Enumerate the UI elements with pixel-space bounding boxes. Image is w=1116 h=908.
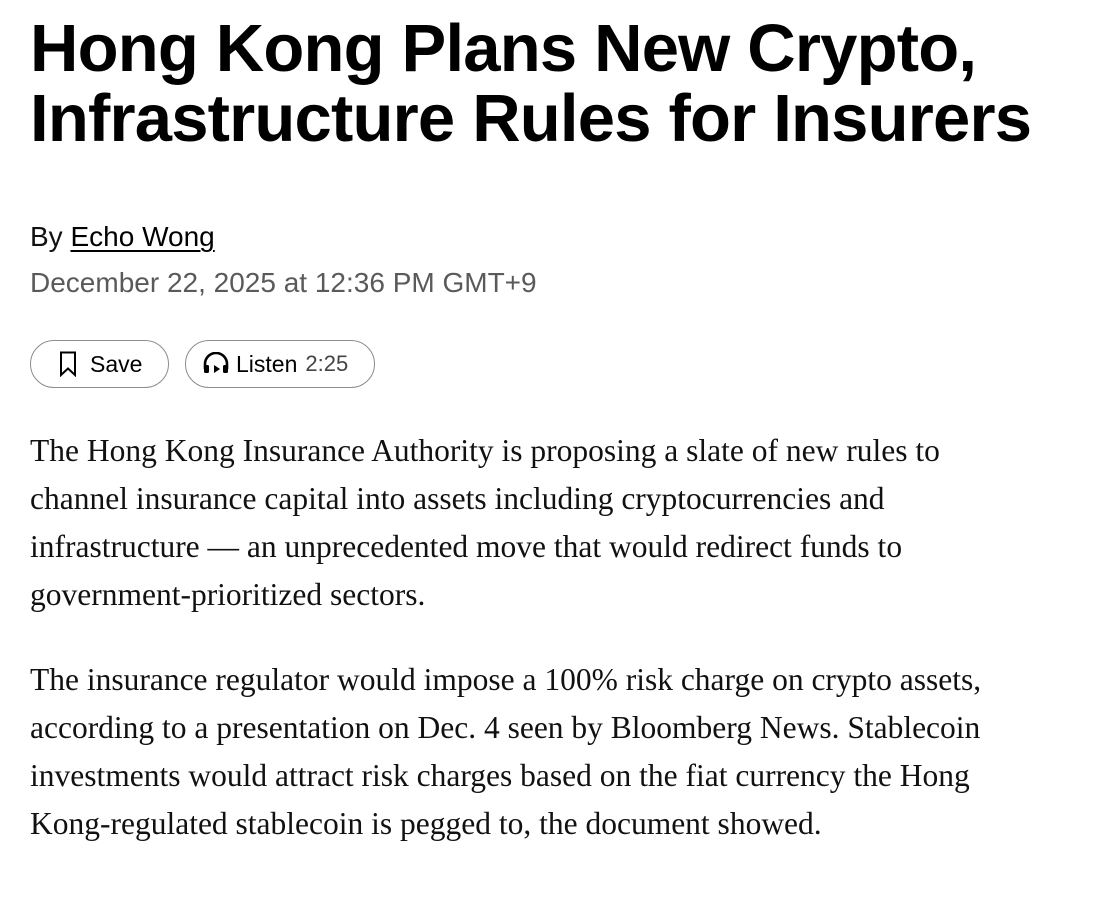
- listen-label: Listen: [236, 350, 298, 377]
- article: [30, 11, 1100, 841]
- bookmark-icon: [59, 351, 77, 377]
- headphones-icon: [202, 352, 230, 376]
- article-actions: [30, 340, 375, 388]
- headline-line-2: Infrastructure Rules for Insurers: [30, 81, 1032, 156]
- paragraph: The Hong Kong Insurance Authority is proposing a slate of new rules to channel insurance capital into assets including cryptocurrencies and infrastructure — an unprecedented move that would redirect funds to government-prioritized sectors.: [30, 433, 940, 612]
- paragraph: The insurance regulator would impose a 100% risk charge on crypto assets, according to a presentation on Dec. 4 seen by Bloomberg News. Stablecoin investments would attract risk charges based on the fiat currency the Hong Kong-regulated stablecoin is pegged to, the document showed.: [30, 662, 982, 841]
- author-link[interactable]: Echo Wong: [70, 221, 215, 252]
- byline-prefix: By: [30, 221, 71, 252]
- listen-button[interactable]: [185, 340, 375, 388]
- publish-timestamp: December 22, 2025 at 12:36 PM GMT+9: [30, 267, 537, 298]
- listen-duration: 2:25: [305, 351, 349, 376]
- article-body: [30, 427, 1030, 885]
- article-headline: [30, 11, 1100, 156]
- byline: [30, 219, 215, 255]
- headline-line-1: Hong Kong Plans New Crypto,: [30, 11, 977, 86]
- save-button[interactable]: [30, 340, 169, 388]
- save-label: Save: [90, 350, 143, 377]
